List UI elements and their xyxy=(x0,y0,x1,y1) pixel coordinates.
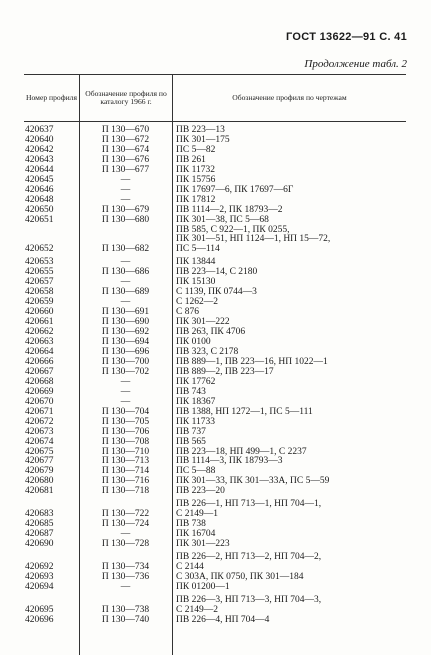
drawing-designation-line: ПК 18367 xyxy=(176,396,216,407)
profile-number: 420644 xyxy=(25,164,54,175)
drawing-designation-line: С 303А, ПК 0750, ПК 301—184 xyxy=(176,571,304,582)
catalog-designation: П 130—710 xyxy=(101,446,150,457)
profile-number: 420674 xyxy=(25,436,54,447)
catalog-designation: П 130—680 xyxy=(101,214,150,225)
drawing-designation-line: ПК 301—222 xyxy=(176,317,230,328)
drawing-designation-line: ПК 17697—6, ПК 17697—6Г xyxy=(176,184,294,195)
drawing-designation-line: ПВ 223—13 xyxy=(176,125,225,135)
catalog-designation: П 130—674 xyxy=(101,144,150,155)
drawing-designation xyxy=(172,616,406,626)
profile-number: 420670 xyxy=(25,396,54,407)
profile-number: 420669 xyxy=(25,386,54,397)
catalog-designation: П 130—694 xyxy=(101,337,150,348)
profile-number: 420666 xyxy=(25,356,54,367)
profile-number: 420675 xyxy=(25,446,54,457)
drawing-designation-line: ПК 15756 xyxy=(176,174,216,185)
catalog-designation: П 130—700 xyxy=(101,356,150,367)
drawing-designation-line: ПК 17812 xyxy=(176,194,216,205)
profile-number: 420657 xyxy=(25,277,54,288)
catalog-designation: П 130—734 xyxy=(101,561,150,572)
table-row xyxy=(24,438,406,448)
table-header xyxy=(24,74,406,122)
catalog-designation: П 130—713 xyxy=(101,456,150,467)
catalog-designation: П 130—702 xyxy=(101,366,150,377)
catalog-designation: П 130—686 xyxy=(101,267,150,278)
table-row xyxy=(24,226,406,256)
drawing-designation-line: ПВ 223—18, НП 499—1, С 2237 xyxy=(176,446,307,457)
drawing-designation-line: ПВ 743 xyxy=(176,386,206,397)
profile-number: 420652 xyxy=(25,244,54,255)
drawing-designation-line: ПК 11732 xyxy=(176,164,215,175)
drawing-designation-line: ПВ 889—2, ПВ 223—17 xyxy=(176,366,274,377)
drawing-designation-line: ПК 301—38, ПС 5—68 xyxy=(176,214,269,225)
catalog-designation: П 130—677 xyxy=(101,164,150,175)
catalog-designation: — xyxy=(120,386,131,397)
table-row xyxy=(24,388,406,398)
column-header-code: Номер профиля xyxy=(26,92,77,102)
table-row xyxy=(24,156,406,166)
drawing-designation-line: ПК 15130 xyxy=(176,277,216,288)
profile-number: 420683 xyxy=(25,509,54,520)
table-row xyxy=(24,328,406,338)
drawing-designation xyxy=(172,553,406,573)
table-row xyxy=(24,268,406,278)
drawing-designation-line: ПК 11733 xyxy=(176,416,215,427)
table-row xyxy=(24,136,406,146)
catalog-designation: П 130—682 xyxy=(101,244,150,255)
catalog-designation: П 130—704 xyxy=(101,406,150,417)
profile-number: 420662 xyxy=(25,327,54,338)
table-row xyxy=(24,368,406,378)
profile-number: 420661 xyxy=(25,317,54,328)
catalog-designation: — xyxy=(120,529,131,540)
profile-number: 420648 xyxy=(25,194,54,205)
drawing-designation xyxy=(172,146,406,156)
profile-number: 420645 xyxy=(25,174,54,185)
catalog-designation: — xyxy=(120,297,131,308)
profile-number: 420650 xyxy=(25,204,54,215)
catalog-designation: П 130—705 xyxy=(101,416,150,427)
drawing-designation-line: ПК 301—33, ПК 301—33А, ПС 5—59 xyxy=(176,476,330,487)
table-row xyxy=(24,487,406,497)
drawing-designation xyxy=(172,418,406,428)
catalog-designation: П 130—690 xyxy=(101,317,150,328)
drawing-designation-line: ПВ 323, С 2178 xyxy=(176,346,239,357)
profile-number: 420663 xyxy=(25,337,54,348)
drawing-designation-line: С 876 xyxy=(176,307,199,318)
profile-number: 420667 xyxy=(25,366,54,377)
catalog-designation: П 130—738 xyxy=(101,604,150,615)
drawing-designation-line: ПВ 226—3, НП 713—3, НП 704—3, xyxy=(176,594,322,605)
table-row xyxy=(24,616,406,626)
catalog-designation: П 130—679 xyxy=(101,204,150,215)
drawing-designation xyxy=(172,500,406,520)
profile-number: 420692 xyxy=(25,561,54,572)
profile-number: 420653 xyxy=(25,257,54,268)
catalog-designation: П 130—696 xyxy=(101,346,150,357)
profile-number: 420687 xyxy=(25,529,54,540)
table-row xyxy=(24,500,406,520)
profile-number: 420677 xyxy=(25,456,54,467)
profile-number: 420695 xyxy=(25,604,54,615)
catalog-designation: П 130—708 xyxy=(101,436,150,447)
profile-number: 420651 xyxy=(25,214,54,225)
catalog-designation: П 130—724 xyxy=(101,519,150,530)
table-row xyxy=(24,298,406,308)
drawing-designation xyxy=(172,487,406,497)
catalog-designation: П 130—736 xyxy=(101,571,150,582)
drawing-designation-line: ПВ 263, ПК 4706 xyxy=(176,327,246,338)
drawing-designation-line: ПВ 1114—3, ПК 18793—3 xyxy=(176,456,283,467)
table-body xyxy=(24,126,406,626)
drawing-designation xyxy=(172,438,406,448)
profile-number: 420694 xyxy=(25,581,54,592)
table-row xyxy=(24,418,406,428)
catalog-designation: П 130—728 xyxy=(101,539,150,550)
catalog-designation: П 130—722 xyxy=(101,509,150,520)
drawing-designation-line: ПК 01200—1 xyxy=(176,581,230,592)
catalog-designation: П 130—692 xyxy=(101,327,150,338)
catalog-designation: — xyxy=(120,174,131,185)
drawing-designation-line: ПВ 889—1, ПВ 223—16, НП 1022—1 xyxy=(176,356,328,367)
drawing-designation xyxy=(172,378,406,388)
drawing-designation-line: ПВ 226—1, НП 713—1, НП 704—1, xyxy=(176,499,322,510)
drawing-designation-line: ПВ 1114—2, ПК 18793—2 xyxy=(176,204,283,215)
drawing-designation-line: С 1262—2 xyxy=(176,297,218,308)
table-row xyxy=(24,520,406,530)
table-row xyxy=(24,408,406,418)
drawing-designation-line: ПВ 737 xyxy=(176,426,206,437)
profile-number: 420655 xyxy=(25,267,54,278)
drawing-designation xyxy=(172,298,406,308)
drawing-designation-line: С 2144 xyxy=(176,561,204,572)
profile-number: 420643 xyxy=(25,154,54,165)
drawing-designation-line: ПК 13844 xyxy=(176,257,216,268)
drawing-designation-line: ПК 17762 xyxy=(176,376,216,387)
profile-number: 420673 xyxy=(25,426,54,437)
drawing-designation xyxy=(172,583,406,593)
drawing-designation-line: ПК 301—175 xyxy=(176,134,230,145)
drawing-designation-line: ПВ 738 xyxy=(176,519,206,530)
table-row xyxy=(24,428,406,438)
profile-number: 420685 xyxy=(25,519,54,530)
drawing-designation-line: С 2149—2 xyxy=(176,604,218,615)
catalog-designation: П 130—670 xyxy=(101,125,150,135)
catalog-designation: — xyxy=(120,376,131,387)
profile-number: 420659 xyxy=(25,297,54,308)
drawing-designation-line: С 1139, ПК 0744—3 xyxy=(176,287,257,298)
profile-number: 420680 xyxy=(25,476,54,487)
table-row xyxy=(24,166,406,176)
profile-number: 420642 xyxy=(25,144,54,155)
profile-table xyxy=(24,74,406,626)
catalog-designation: П 130—672 xyxy=(101,134,150,145)
catalog-designation: П 130—676 xyxy=(101,154,150,165)
profile-number: 420646 xyxy=(25,184,54,195)
drawing-designation xyxy=(172,428,406,438)
catalog-designation: — xyxy=(120,194,131,205)
table-row xyxy=(24,583,406,593)
drawing-designation xyxy=(172,596,406,616)
drawing-designation-line: ПК 0100 xyxy=(176,337,211,348)
drawing-designation-line: ПС 5—88 xyxy=(176,466,216,477)
table-row xyxy=(24,540,406,550)
page-header: ГОСТ 13622—91 С. 41 xyxy=(286,31,407,43)
profile-number: 420658 xyxy=(25,287,54,298)
profile-number: 420679 xyxy=(25,466,54,477)
column-header-drawing: Обозначение профиля по чертежам xyxy=(172,75,406,121)
catalog-designation: — xyxy=(120,277,131,288)
catalog-designation: — xyxy=(120,581,131,592)
catalog-designation: П 130—706 xyxy=(101,426,150,437)
drawing-designation-line: ПВ 261 xyxy=(176,154,206,165)
catalog-designation: П 130—689 xyxy=(101,287,150,298)
profile-number: 420672 xyxy=(25,416,54,427)
drawing-designation-line: ПВ 565 xyxy=(176,436,206,447)
catalog-designation: — xyxy=(120,184,131,195)
drawing-designation xyxy=(172,540,406,550)
profile-number: 420671 xyxy=(25,406,54,417)
profile-number: 420640 xyxy=(25,134,54,145)
profile-number: 420660 xyxy=(25,307,54,318)
table-row xyxy=(24,457,406,467)
catalog-designation: П 130—740 xyxy=(101,614,150,625)
table-row xyxy=(24,378,406,388)
profile-number: 420668 xyxy=(25,376,54,387)
drawing-designation-line: ПК 301—223 xyxy=(176,539,230,550)
drawing-designation-line: ПВ 226—4, НП 704—4 xyxy=(176,614,270,625)
drawing-designation-line: С 2149—1 xyxy=(176,509,218,520)
profile-number: 420681 xyxy=(25,486,54,497)
table-row xyxy=(24,186,406,196)
profile-number: 420637 xyxy=(25,125,54,135)
drawing-designation-line: ПВ 1388, НП 1272—1, ПС 5—111 xyxy=(176,406,313,417)
profile-number: 420690 xyxy=(25,539,54,550)
catalog-designation: П 130—718 xyxy=(101,486,150,497)
drawing-designation xyxy=(172,226,406,256)
profile-number: 420693 xyxy=(25,571,54,582)
catalog-designation: П 130—691 xyxy=(101,307,150,318)
drawing-designation-line: ПС 5—114 xyxy=(176,244,220,255)
drawing-designation-line: ПС 5—82 xyxy=(176,144,216,155)
catalog-designation: П 130—716 xyxy=(101,476,150,487)
drawing-designation-line: ПВ 223—14, С 2180 xyxy=(176,267,258,278)
table-continuation-label: Продолжение табл. 2 xyxy=(304,58,407,70)
catalog-designation: — xyxy=(120,396,131,407)
table-row xyxy=(24,553,406,573)
catalog-designation: — xyxy=(120,257,131,268)
drawing-designation-line: ПВ 226—2, НП 713—2, НП 704—2, xyxy=(176,552,322,563)
catalog-designation: П 130—714 xyxy=(101,466,150,477)
table-row xyxy=(24,596,406,616)
table-row xyxy=(24,146,406,156)
drawing-designation-line: ПК 301—51, НП 1124—1, НП 15—72, xyxy=(176,234,331,245)
profile-number: 420664 xyxy=(25,346,54,357)
drawing-designation-line: ПК 16704 xyxy=(176,529,216,540)
drawing-designation-line: ПВ 585, С 922—1, ПК 0255, xyxy=(176,224,290,235)
column-header-catalog: Обозначение профиля по каталогу 1966 г. xyxy=(79,75,172,121)
drawing-designation-line: ПВ 223—20 xyxy=(176,486,225,497)
profile-number: 420696 xyxy=(25,614,54,625)
